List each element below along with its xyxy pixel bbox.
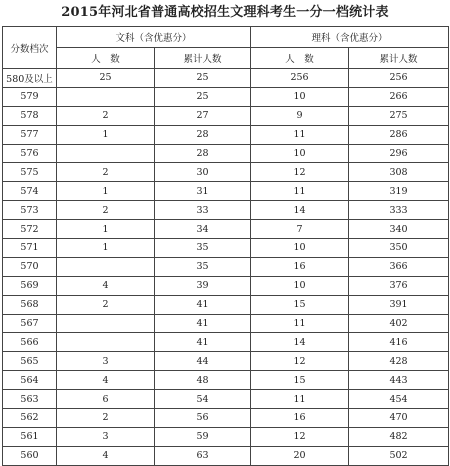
table-row: [3, 144, 449, 163]
wen-cumulative-cell: 30: [155, 163, 251, 182]
li-cumulative-cell: 428: [349, 352, 449, 371]
wen-count-cell: 4: [57, 446, 155, 465]
li-cumulative-header: 累计人数: [349, 48, 449, 69]
wen-count-cell: 4: [57, 371, 155, 390]
li-cumulative-cell: 256: [349, 69, 449, 88]
li-count-cell: 11: [251, 390, 349, 409]
wen-cumulative-cell: 35: [155, 257, 251, 276]
table-row: [3, 390, 449, 409]
li-cumulative-cell: 266: [349, 87, 449, 106]
score-cell: 562: [3, 409, 57, 428]
wen-count-cell: 25: [57, 69, 155, 88]
li-cumulative-cell: 502: [349, 446, 449, 465]
li-cumulative-cell: 470: [349, 409, 449, 428]
table-row: [3, 69, 449, 88]
wen-cumulative-cell: 48: [155, 371, 251, 390]
wen-cumulative-cell: 63: [155, 446, 251, 465]
wen-count-cell: 1: [57, 182, 155, 201]
wen-count-cell: 2: [57, 201, 155, 220]
wen-cumulative-header: 累计人数: [155, 48, 251, 69]
li-count-cell: 10: [251, 144, 349, 163]
wen-count-cell: 2: [57, 409, 155, 428]
wen-group-header: 文科（含优惠分）: [57, 27, 251, 48]
li-count-cell: 12: [251, 427, 349, 446]
wen-count-cell: [57, 87, 155, 106]
wen-count-cell: 2: [57, 163, 155, 182]
li-cumulative-cell: 402: [349, 314, 449, 333]
li-cumulative-cell: 296: [349, 144, 449, 163]
wen-cumulative-cell: 31: [155, 182, 251, 201]
li-cumulative-cell: 366: [349, 257, 449, 276]
wen-count-cell: 1: [57, 220, 155, 239]
score-cell: 563: [3, 390, 57, 409]
wen-count-cell: [57, 314, 155, 333]
score-cell: 577: [3, 125, 57, 144]
score-cell: 576: [3, 144, 57, 163]
score-cell: 566: [3, 333, 57, 352]
wen-cumulative-cell: 59: [155, 427, 251, 446]
li-count-cell: 14: [251, 201, 349, 220]
wen-cumulative-cell: 54: [155, 390, 251, 409]
table-row: [3, 371, 449, 390]
table-row: [3, 182, 449, 201]
wen-cumulative-cell: 28: [155, 144, 251, 163]
score-cell: 570: [3, 257, 57, 276]
li-cumulative-cell: 275: [349, 106, 449, 125]
wen-cumulative-cell: 33: [155, 201, 251, 220]
score-cell: 572: [3, 220, 57, 239]
wen-count-cell: 3: [57, 427, 155, 446]
li-count-cell: 11: [251, 182, 349, 201]
table-row: [3, 409, 449, 428]
score-cell: 567: [3, 314, 57, 333]
wen-cumulative-cell: 44: [155, 352, 251, 371]
wen-count-cell: 4: [57, 276, 155, 295]
table-row: [3, 352, 449, 371]
wen-cumulative-cell: 56: [155, 409, 251, 428]
li-group-header: 理科（含优惠分）: [251, 27, 449, 48]
score-cell: 568: [3, 295, 57, 314]
li-count-cell: 10: [251, 239, 349, 258]
li-count-cell: 16: [251, 257, 349, 276]
li-cumulative-cell: 319: [349, 182, 449, 201]
table-row: [3, 257, 449, 276]
score-cell: 574: [3, 182, 57, 201]
table-row: [3, 427, 449, 446]
li-cumulative-cell: 376: [349, 276, 449, 295]
wen-count-cell: 6: [57, 390, 155, 409]
wen-cumulative-cell: 35: [155, 239, 251, 258]
table-row: [3, 201, 449, 220]
li-count-cell: 12: [251, 163, 349, 182]
table-row: [3, 87, 449, 106]
wen-cumulative-cell: 39: [155, 276, 251, 295]
wen-cumulative-cell: 28: [155, 125, 251, 144]
li-count-header: 人 数: [251, 48, 349, 69]
li-cumulative-cell: 454: [349, 390, 449, 409]
score-cell: 575: [3, 163, 57, 182]
wen-cumulative-cell: 25: [155, 69, 251, 88]
li-cumulative-cell: 443: [349, 371, 449, 390]
li-count-cell: 256: [251, 69, 349, 88]
li-count-cell: 11: [251, 314, 349, 333]
table-row: [3, 446, 449, 465]
li-cumulative-cell: 416: [349, 333, 449, 352]
wen-cumulative-cell: 25: [155, 87, 251, 106]
table-row: [3, 239, 449, 258]
score-cell: 579: [3, 87, 57, 106]
wen-count-cell: 2: [57, 106, 155, 125]
li-count-cell: 9: [251, 106, 349, 125]
li-count-cell: 15: [251, 371, 349, 390]
score-cell: 564: [3, 371, 57, 390]
li-cumulative-cell: 482: [349, 427, 449, 446]
wen-count-cell: 2: [57, 295, 155, 314]
table-row: [3, 314, 449, 333]
li-count-cell: 16: [251, 409, 349, 428]
wen-count-cell: 3: [57, 352, 155, 371]
li-cumulative-cell: 350: [349, 239, 449, 258]
score-header: 分数档次: [3, 27, 57, 69]
li-count-cell: 14: [251, 333, 349, 352]
li-count-cell: 11: [251, 125, 349, 144]
li-cumulative-cell: 391: [349, 295, 449, 314]
score-cell: 578: [3, 106, 57, 125]
score-cell: 571: [3, 239, 57, 258]
li-count-cell: 10: [251, 87, 349, 106]
score-cell: 565: [3, 352, 57, 371]
wen-count-cell: [57, 333, 155, 352]
page-title: 2015年河北省普通高校招生文理科考生一分一档统计表: [61, 5, 389, 20]
table-row: [3, 276, 449, 295]
table-row: [3, 125, 449, 144]
table-row: [3, 220, 449, 239]
table-row: [3, 333, 449, 352]
li-cumulative-cell: 340: [349, 220, 449, 239]
wen-count-cell: [57, 257, 155, 276]
wen-cumulative-cell: 34: [155, 220, 251, 239]
score-cell: 560: [3, 446, 57, 465]
li-count-cell: 15: [251, 295, 349, 314]
score-cell: 561: [3, 427, 57, 446]
wen-count-cell: [57, 144, 155, 163]
wen-count-cell: 1: [57, 239, 155, 258]
wen-count-cell: 1: [57, 125, 155, 144]
wen-cumulative-cell: 41: [155, 333, 251, 352]
wen-cumulative-cell: 41: [155, 295, 251, 314]
score-cell: 580及以上: [3, 69, 57, 88]
score-distribution-table: [2, 26, 449, 466]
table-body: [3, 69, 449, 466]
score-cell: 573: [3, 201, 57, 220]
score-cell: 569: [3, 276, 57, 295]
li-count-cell: 20: [251, 446, 349, 465]
table-row: [3, 295, 449, 314]
wen-cumulative-cell: 27: [155, 106, 251, 125]
li-cumulative-cell: 333: [349, 201, 449, 220]
table-row: [3, 163, 449, 182]
wen-count-header: 人 数: [57, 48, 155, 69]
li-cumulative-cell: 286: [349, 125, 449, 144]
li-count-cell: 10: [251, 276, 349, 295]
li-count-cell: 7: [251, 220, 349, 239]
table-row: [3, 106, 449, 125]
li-cumulative-cell: 308: [349, 163, 449, 182]
wen-cumulative-cell: 41: [155, 314, 251, 333]
li-count-cell: 12: [251, 352, 349, 371]
